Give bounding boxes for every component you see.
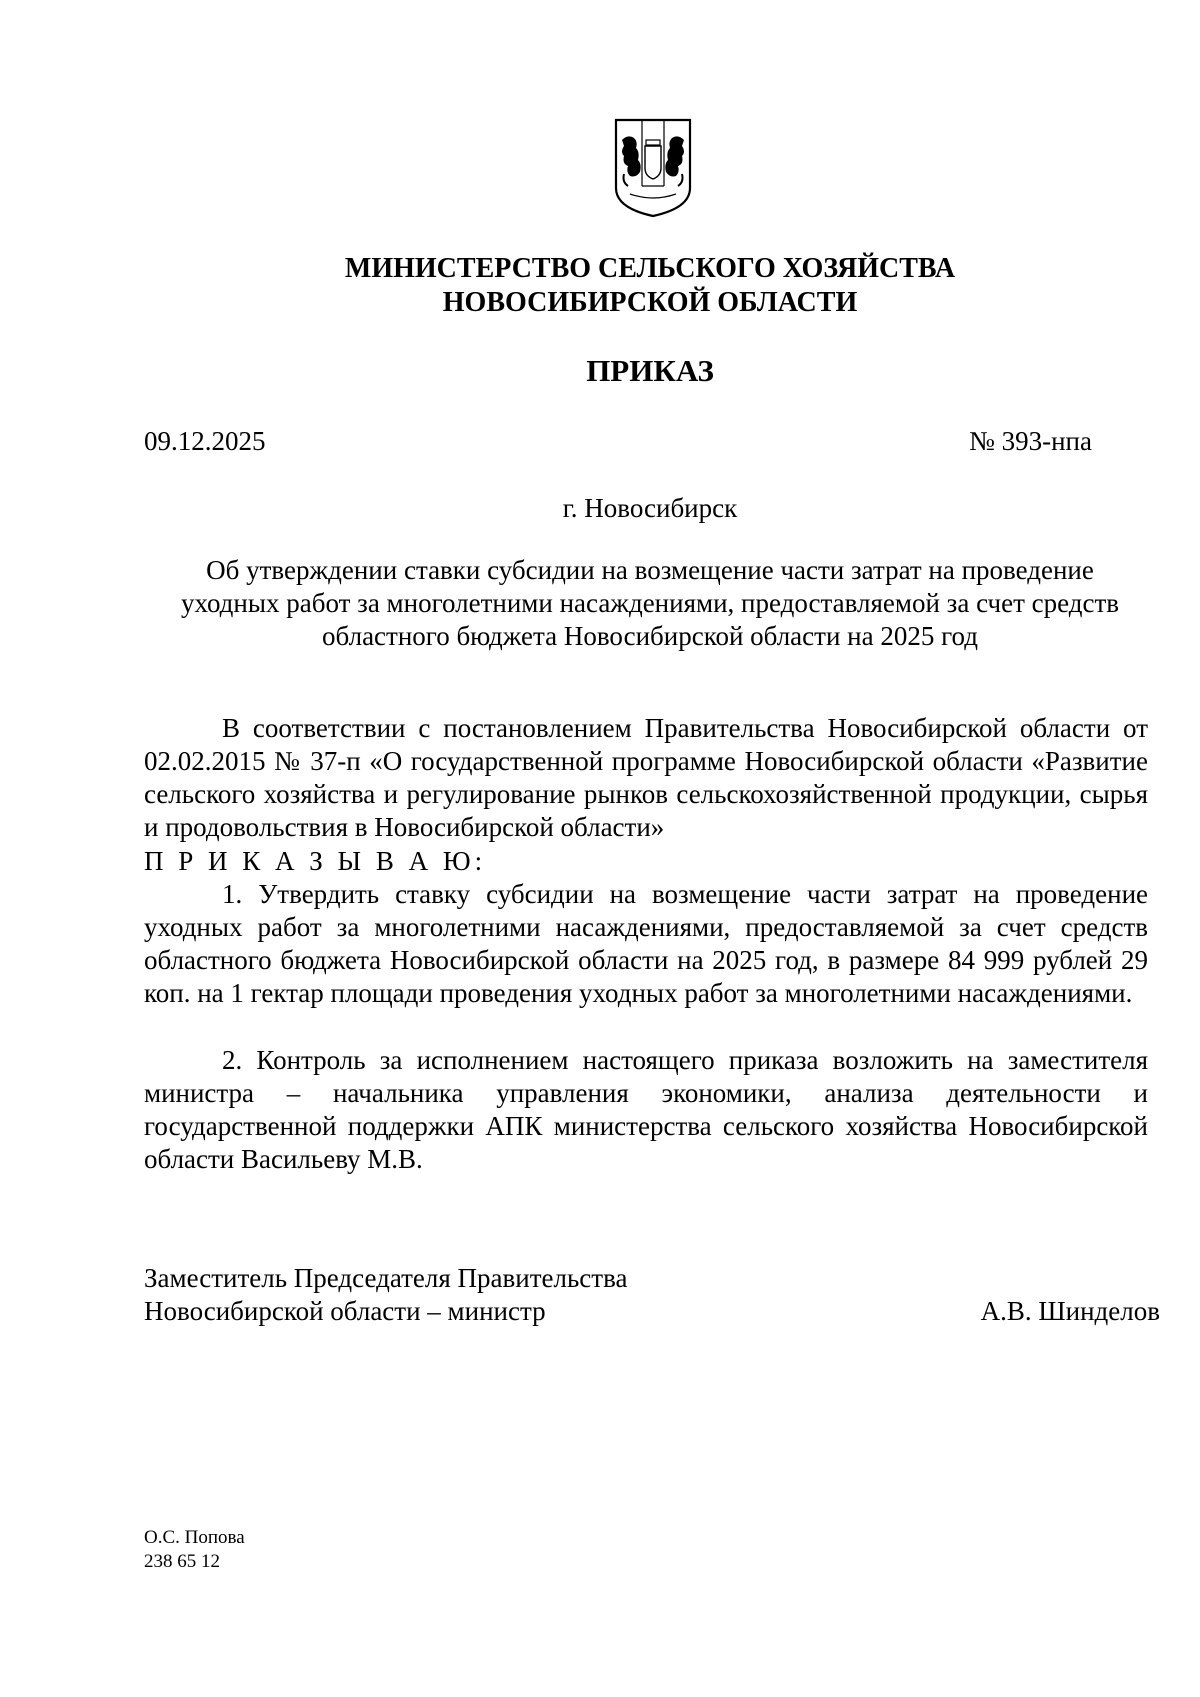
- signer-title: [144, 1262, 627, 1328]
- order-item-2: 2. Контроль за исполнением настоящего приказа возложить на заместителя министра – начальника управления экономики, анализа деятельности и государственной поддержки АПК министерства сельского хозяйства Новосибирской области Васильеву М.В.: [144, 1045, 1148, 1174]
- subject-line: областного бюджета Новосибирской области на 2025 год: [322, 621, 978, 651]
- document-type: ПРИКАЗ: [586, 353, 714, 388]
- executor-info: [144, 1526, 245, 1574]
- signer-title-line: Новосибирской области – министр: [144, 1296, 546, 1326]
- coat-of-arms-icon: [612, 116, 694, 220]
- signer-title-line: Заместитель Председателя Правительства: [144, 1263, 628, 1293]
- signer-name: А.В. Шинделов: [980, 1296, 1160, 1326]
- order-item-1: 1. Утвердить ставку субсидии на возмещение части затрат на проведение уходных работ за многолетними насаждениями, предоставляемой за счет средств областного бюджета Новосибирской области на 2025 год, в размере 84 999 рублей 29 коп. на 1 гектар площади проведения уходных работ за многолетними насаждениями.: [144, 879, 1148, 1008]
- document-subject: [140, 554, 1160, 653]
- organization-name-line2: НОВОСИБИРСКОЙ ОБЛАСТИ: [442, 287, 858, 318]
- preamble-paragraph: В соответствии с постановлением Правительства Новосибирской области от 02.02.2015 № 37-п «О государственной программе Новосибирской области «Развитие сельского хозяйства и регулирование рынков сельскохозяйственной продукции, сырья и продовольствия в Новосибирской области»: [144, 713, 1148, 842]
- subject-line: уходных работ за многолетними насаждениями, предоставляемой за счет средств: [180, 588, 1120, 618]
- executor-phone: 238 65 12: [144, 1551, 220, 1572]
- document-city: г. Новосибирск: [562, 493, 738, 523]
- subject-line: Об утверждении ставки субсидии на возмещение части затрат на проведение: [206, 555, 1094, 585]
- executor-name: О.С. Попова: [144, 1527, 245, 1548]
- document-number: № 393-нпа: [969, 426, 1092, 456]
- organization-name-line1: МИНИСТЕРСТВО СЕЛЬСКОГО ХОЗЯЙСТВА: [344, 253, 956, 284]
- document-date: 09.12.2025: [144, 426, 266, 456]
- order-word: П Р И К А З Ы В А Ю:: [144, 846, 487, 876]
